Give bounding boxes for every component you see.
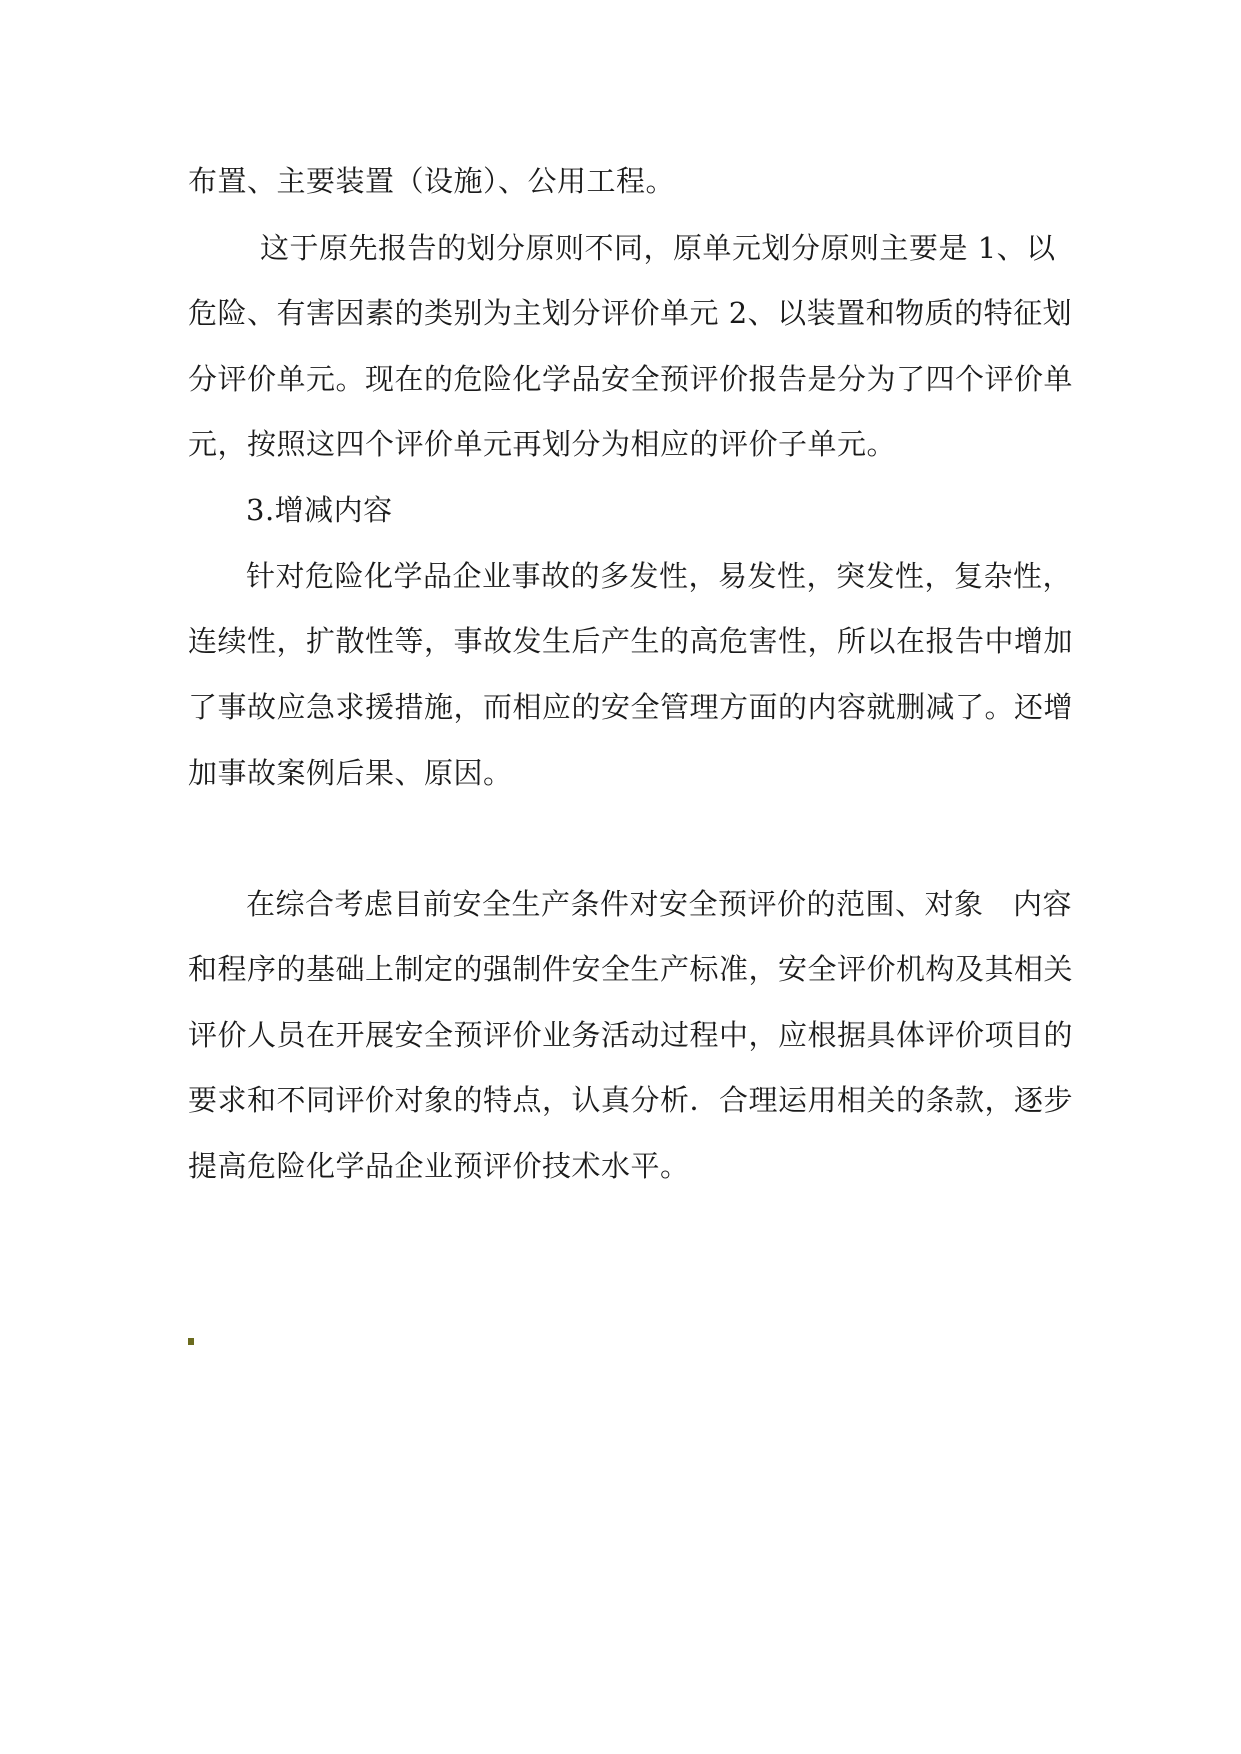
text-line-3: 危险、有害因素的类别为主划分评价单元 2、以装置和物质的特征划 bbox=[188, 296, 1073, 330]
text-line-7: 针对危险化学品企业事故的多发性，易发性，突发性，复杂性， bbox=[246, 559, 1073, 593]
text-line-2: 这于原先报告的划分原则不同，原单元划分原则主要是 1、以 bbox=[260, 231, 1056, 265]
text-line-10: 加事故案例后果、原因。 bbox=[188, 756, 513, 790]
text-line-4: 分评价单元。现在的危险化学品安全预评价报告是分为了四个评价单 bbox=[188, 362, 1074, 396]
text-line-5: 元，按照这四个评价单元再划分为相应的评价子单元。 bbox=[188, 427, 897, 461]
text-line-14: 要求和不同评价对象的特点，认真分析．合理运用相关的条款，逐步 bbox=[188, 1083, 1074, 1117]
text-line-8: 连续性，扩散性等，事故发生后产生的高危害性，所以在报告中增加 bbox=[188, 624, 1074, 658]
small-marker bbox=[188, 1338, 194, 1345]
text-line-13: 评价人员在开展安全预评价业务活动过程中，应根据具体评价项目的 bbox=[188, 1018, 1074, 1052]
text-line-1: 布置、主要装置（设施）、公用工程。 bbox=[188, 164, 676, 198]
text-line-15: 提高危险化学品企业预评价技术水平。 bbox=[188, 1149, 690, 1183]
section-heading: 3.增减内容 bbox=[246, 493, 393, 527]
text-line-9: 了事故应急求援措施，而相应的安全管理方面的内容就删减了。还增 bbox=[188, 690, 1074, 724]
text-line-12: 和程序的基础上制定的强制件安全生产标准，安全评价机构及其相关 bbox=[188, 952, 1074, 986]
text-line-11: 在综合考虑目前安全生产条件对安全预评价的范围、对象 内容 bbox=[246, 887, 1073, 921]
